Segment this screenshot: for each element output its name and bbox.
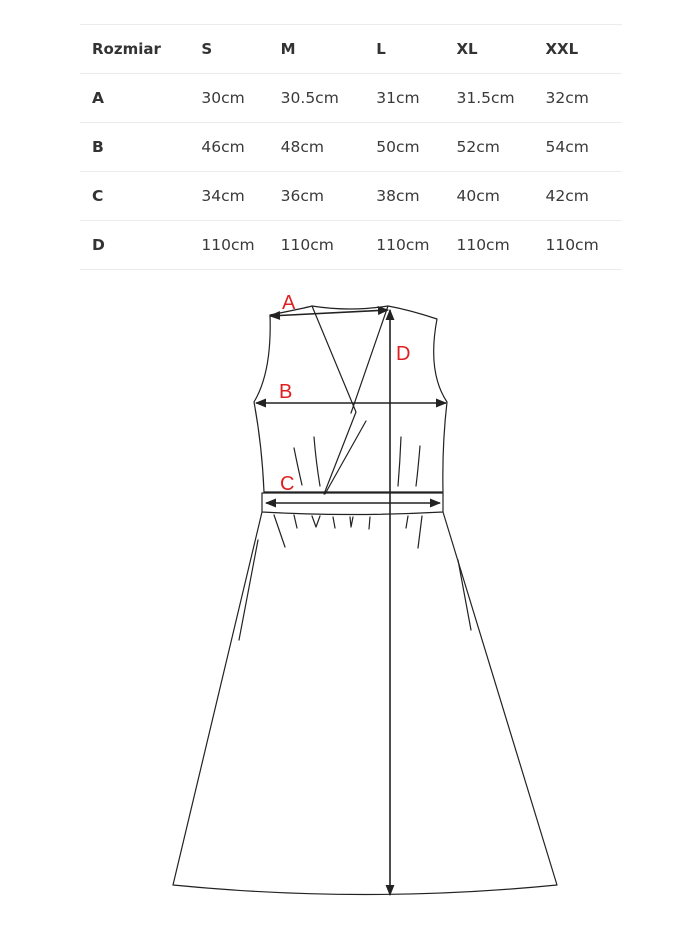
bodice-gather <box>294 448 302 485</box>
cell: 110cm <box>376 221 456 270</box>
cell: 31.5cm <box>456 74 545 123</box>
cell: 52cm <box>456 123 545 172</box>
cell: 40cm <box>456 172 545 221</box>
skirt-pleat <box>333 517 335 528</box>
header-m: M <box>281 25 377 74</box>
cell: 50cm <box>376 123 456 172</box>
cell: 48cm <box>281 123 377 172</box>
cell: 31cm <box>376 74 456 123</box>
dress-neckline <box>312 306 356 494</box>
skirt-pleat <box>418 516 422 548</box>
cell: 34cm <box>201 172 280 221</box>
cell: 36cm <box>281 172 377 221</box>
dress-wrap-line-lower <box>325 421 366 494</box>
row-label: D <box>80 221 201 270</box>
skirt-pleat <box>350 517 353 527</box>
skirt-pleat <box>369 517 370 529</box>
skirt-pleat <box>294 515 297 528</box>
cell: 42cm <box>545 172 622 221</box>
cell: 32cm <box>545 74 622 123</box>
skirt-pleat <box>312 516 320 527</box>
row-label: C <box>80 172 201 221</box>
label-b: B <box>279 381 293 403</box>
cell: 110cm <box>545 221 622 270</box>
header-size: Rozmiar <box>80 25 201 74</box>
header-l: L <box>376 25 456 74</box>
header-s: S <box>201 25 280 74</box>
cell: 54cm <box>545 123 622 172</box>
skirt-side-seam <box>239 540 258 640</box>
skirt-side-seam <box>458 560 471 630</box>
label-d: D <box>396 343 411 365</box>
cell: 110cm <box>201 221 280 270</box>
bodice-gather <box>398 437 401 486</box>
bodice-gather <box>314 437 320 486</box>
bodice-gather <box>416 446 420 486</box>
row-label: B <box>80 123 201 172</box>
cell: 110cm <box>281 221 377 270</box>
cell: 38cm <box>376 172 456 221</box>
skirt-pleat <box>274 515 285 547</box>
skirt-pleat <box>406 516 408 528</box>
dress-wrap-line <box>351 306 388 413</box>
cell: 30cm <box>201 74 280 123</box>
cell: 110cm <box>456 221 545 270</box>
cell: 30.5cm <box>281 74 377 123</box>
label-c: C <box>280 473 295 495</box>
header-xxl: XXL <box>545 25 622 74</box>
label-a: A <box>282 292 296 314</box>
dress-skirt-outline <box>173 512 557 895</box>
header-xl: XL <box>456 25 545 74</box>
row-label: A <box>80 74 201 123</box>
cell: 46cm <box>201 123 280 172</box>
